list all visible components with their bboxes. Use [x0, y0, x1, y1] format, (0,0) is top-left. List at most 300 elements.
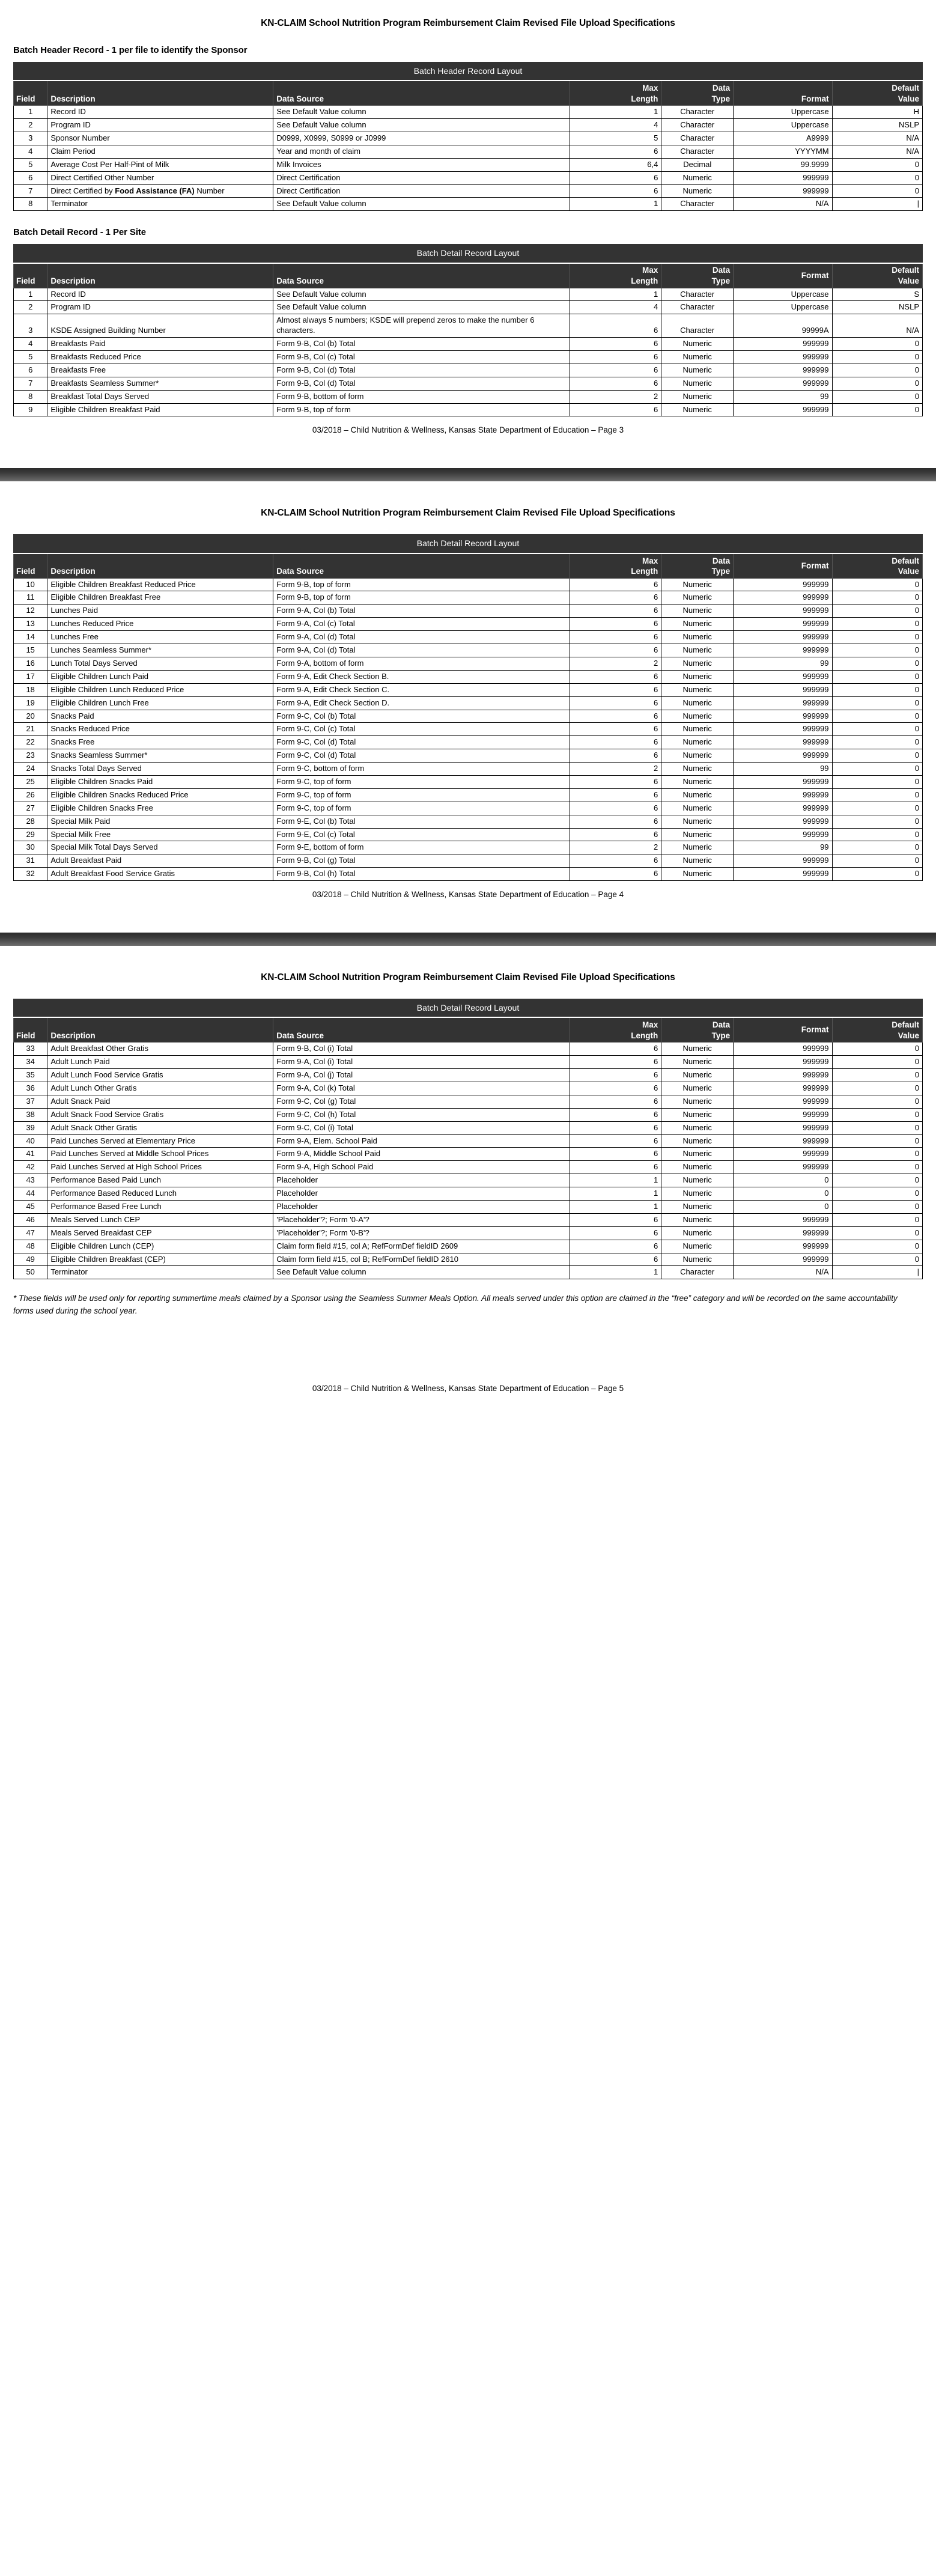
table-row [14, 1187, 923, 1201]
cell-default-value: 0 [832, 1043, 922, 1056]
cell-format: 999999 [734, 364, 832, 377]
cell-data-type: Numeric [661, 1082, 734, 1095]
cell-default-value: 0 [832, 1174, 922, 1187]
cell-description: Breakfast Total Days Served [47, 390, 273, 403]
cell-format: 999999 [734, 1082, 832, 1095]
cell-description: Special Milk Free [47, 828, 273, 841]
cell-data-type: Character [661, 301, 734, 314]
cell-data-type: Numeric [661, 364, 734, 377]
column-header-format: Format [734, 263, 832, 288]
cell-default-value: S [832, 288, 922, 301]
cell-field: 38 [14, 1108, 47, 1121]
cell-data-source: Form 9-A, High School Paid [273, 1161, 570, 1174]
column-header-data-source: Data Source [273, 553, 570, 579]
cell-max-length: 6 [570, 723, 661, 736]
cell-data-type: Numeric [661, 1253, 734, 1266]
cell-description: Sponsor Number [47, 132, 273, 145]
cell-format: 999999 [734, 868, 832, 881]
cell-field: 47 [14, 1226, 47, 1240]
cell-description: Eligible Children Breakfast (CEP) [47, 1253, 273, 1266]
cell-default-value: | [832, 198, 922, 211]
cell-description: Lunches Free [47, 631, 273, 644]
cell-default-value: 0 [832, 763, 922, 776]
cell-max-length: 1 [570, 1266, 661, 1279]
cell-description: Performance Based Reduced Lunch [47, 1187, 273, 1201]
table-row [14, 1161, 923, 1174]
cell-data-type: Numeric [661, 1226, 734, 1240]
cell-default-value: 0 [832, 1226, 922, 1240]
cell-data-source: Form 9-E, Col (c) Total [273, 828, 570, 841]
batch-detail-record-body-p3 [14, 1043, 923, 1279]
cell-data-type: Numeric [661, 1069, 734, 1082]
cell-field: 6 [14, 364, 47, 377]
cell-max-length: 6 [570, 1226, 661, 1240]
cell-data-type: Numeric [661, 775, 734, 788]
cell-data-type: Numeric [661, 618, 734, 631]
cell-data-type: Character [661, 1266, 734, 1279]
cell-data-source: Placeholder [273, 1187, 570, 1201]
cell-format: 999999 [734, 683, 832, 696]
cell-default-value: N/A [832, 132, 922, 145]
cell-data-type: Numeric [661, 591, 734, 604]
cell-data-type: Numeric [661, 802, 734, 815]
cell-description: Snacks Free [47, 736, 273, 749]
cell-field: 21 [14, 723, 47, 736]
cell-data-type: Character [661, 198, 734, 211]
cell-field: 35 [14, 1069, 47, 1082]
table-row [14, 736, 923, 749]
cell-data-source: Form 9-B, top of form [273, 578, 570, 591]
cell-default-value: 0 [832, 1240, 922, 1253]
cell-format: 999999 [734, 350, 832, 364]
cell-default-value: 0 [832, 1213, 922, 1226]
cell-max-length: 6 [570, 1240, 661, 1253]
cell-data-type: Numeric [661, 1121, 734, 1134]
cell-data-type: Numeric [661, 1134, 734, 1148]
cell-data-type: Numeric [661, 657, 734, 670]
cell-default-value: 0 [832, 1187, 922, 1201]
cell-max-length: 6 [570, 736, 661, 749]
table-row [14, 828, 923, 841]
cell-data-source: Form 9-A, Col (k) Total [273, 1082, 570, 1095]
cell-default-value: 0 [832, 841, 922, 854]
cell-data-type: Numeric [661, 1174, 734, 1187]
table-row [14, 1095, 923, 1108]
cell-field: 34 [14, 1056, 47, 1069]
column-header-data-type: Data Type [661, 1017, 734, 1043]
cell-max-length: 6 [570, 775, 661, 788]
cell-field: 7 [14, 184, 47, 198]
cell-format: 99 [734, 657, 832, 670]
cell-default-value: 0 [832, 683, 922, 696]
cell-max-length: 1 [570, 1174, 661, 1187]
table-row [14, 1240, 923, 1253]
table-row [14, 1043, 923, 1056]
cell-description: Adult Breakfast Other Gratis [47, 1043, 273, 1056]
cell-default-value: 0 [832, 696, 922, 710]
cell-data-source: Form 9-B, Col (b) Total [273, 338, 570, 351]
cell-format: N/A [734, 198, 832, 211]
cell-data-type: Numeric [661, 604, 734, 618]
cell-data-type: Numeric [661, 683, 734, 696]
document-page-2 [0, 481, 936, 933]
table-row [14, 670, 923, 683]
cell-default-value: 0 [832, 578, 922, 591]
cell-field: 24 [14, 763, 47, 776]
cell-field: 41 [14, 1148, 47, 1161]
cell-field: 12 [14, 604, 47, 618]
table-row [14, 1121, 923, 1134]
cell-format: 999999 [734, 788, 832, 802]
cell-description: Eligible Children Lunch (CEP) [47, 1240, 273, 1253]
cell-data-type: Numeric [661, 1213, 734, 1226]
batch-detail-record-table-p2 [13, 534, 923, 881]
table-row [14, 1266, 923, 1279]
cell-data-source: Form 9-B, top of form [273, 591, 570, 604]
cell-data-type: Decimal [661, 158, 734, 171]
cell-max-length: 6 [570, 1043, 661, 1056]
cell-default-value: 0 [832, 854, 922, 868]
cell-default-value: 0 [832, 736, 922, 749]
cell-field: 15 [14, 644, 47, 657]
cell-data-type: Numeric [661, 171, 734, 184]
table-header-row [14, 1017, 923, 1043]
cell-default-value: 0 [832, 338, 922, 351]
cell-data-source: Milk Invoices [273, 158, 570, 171]
cell-description: Adult Breakfast Paid [47, 854, 273, 868]
cell-description: Direct Certified by Food Assistance (FA) Number [47, 184, 273, 198]
cell-data-source: D0999, X0999, S0999 or J0999 [273, 132, 570, 145]
cell-field: 18 [14, 683, 47, 696]
cell-max-length: 6 [570, 618, 661, 631]
cell-field: 25 [14, 775, 47, 788]
cell-max-length: 6 [570, 644, 661, 657]
cell-max-length: 6 [570, 1056, 661, 1069]
cell-max-length: 6 [570, 1161, 661, 1174]
cell-field: 5 [14, 158, 47, 171]
cell-format: 999999 [734, 1240, 832, 1253]
cell-format: 0 [734, 1187, 832, 1201]
table-caption: Batch Detail Record Layout [14, 245, 923, 263]
cell-field: 1 [14, 106, 47, 119]
table-row [14, 1134, 923, 1148]
cell-data-source: Form 9-A, Col (d) Total [273, 631, 570, 644]
batch-header-record-table [13, 62, 923, 211]
cell-field: 26 [14, 788, 47, 802]
cell-description: Meals Served Breakfast CEP [47, 1226, 273, 1240]
cell-data-source: Claim form field #15, col B; RefFormDef fieldID 2610 [273, 1253, 570, 1266]
page-title: KN-CLAIM School Nutrition Program Reimbursement Claim Revised File Upload Specifications [261, 508, 675, 519]
table-row [14, 1148, 923, 1161]
cell-data-type: Numeric [661, 1095, 734, 1108]
cell-description: Meals Served Lunch CEP [47, 1213, 273, 1226]
cell-default-value: H [832, 106, 922, 119]
cell-max-length: 6 [570, 802, 661, 815]
column-header-description: Description [47, 81, 273, 106]
column-header-field: Field [14, 263, 47, 288]
cell-max-length: 2 [570, 657, 661, 670]
cell-format: 999999 [734, 338, 832, 351]
cell-default-value: 0 [832, 710, 922, 723]
cell-data-source: Form 9-A, Edit Check Section B. [273, 670, 570, 683]
cell-format: 999999 [734, 1134, 832, 1148]
cell-default-value: 0 [832, 1200, 922, 1213]
cell-max-length: 4 [570, 301, 661, 314]
cell-format: 999999 [734, 710, 832, 723]
cell-max-length: 6 [570, 364, 661, 377]
table-row [14, 377, 923, 390]
page-separator-2 [0, 933, 936, 946]
cell-field: 4 [14, 338, 47, 351]
cell-data-source: See Default Value column [273, 119, 570, 132]
cell-default-value: 0 [832, 184, 922, 198]
cell-description: Record ID [47, 106, 273, 119]
cell-max-length: 6,4 [570, 158, 661, 171]
cell-max-length: 6 [570, 578, 661, 591]
table-row [14, 158, 923, 171]
cell-max-length: 6 [570, 184, 661, 198]
cell-default-value: 0 [832, 868, 922, 881]
cell-description: Breakfasts Seamless Summer* [47, 377, 273, 390]
cell-description: Adult Lunch Paid [47, 1056, 273, 1069]
table-row [14, 1213, 923, 1226]
cell-format: A9999 [734, 132, 832, 145]
column-header-default-value: Default Value [832, 263, 922, 288]
cell-description: Paid Lunches Served at Middle School Prices [47, 1148, 273, 1161]
cell-description: Eligible Children Snacks Paid [47, 775, 273, 788]
cell-description: Eligible Children Lunch Reduced Price [47, 683, 273, 696]
section-heading-batch-detail: Batch Detail Record - 1 Per Site [13, 227, 147, 238]
cell-default-value: 0 [832, 158, 922, 171]
cell-format: 999999 [734, 604, 832, 618]
cell-description: Adult Lunch Other Gratis [47, 1082, 273, 1095]
table-row [14, 198, 923, 211]
column-header-field: Field [14, 81, 47, 106]
table-row [14, 350, 923, 364]
cell-description: Adult Snack Other Gratis [47, 1121, 273, 1134]
cell-max-length: 1 [570, 1200, 661, 1213]
cell-max-length: 2 [570, 390, 661, 403]
cell-format: 999999 [734, 1043, 832, 1056]
cell-data-source: Direct Certification [273, 171, 570, 184]
cell-format: 999999 [734, 377, 832, 390]
cell-data-type: Numeric [661, 828, 734, 841]
cell-default-value: 0 [832, 1253, 922, 1266]
cell-data-type: Numeric [661, 723, 734, 736]
column-header-description: Description [47, 1017, 273, 1043]
table-header-row [14, 553, 923, 579]
table-row [14, 301, 923, 314]
cell-data-type: Numeric [661, 631, 734, 644]
table-caption-row [14, 62, 923, 81]
cell-data-type: Numeric [661, 1200, 734, 1213]
cell-field: 22 [14, 736, 47, 749]
cell-default-value: NSLP [832, 119, 922, 132]
table-row [14, 683, 923, 696]
cell-description: Lunches Seamless Summer* [47, 644, 273, 657]
table-row [14, 591, 923, 604]
cell-data-type: Numeric [661, 1056, 734, 1069]
cell-default-value: 0 [832, 618, 922, 631]
cell-data-source: Year and month of claim [273, 145, 570, 158]
cell-field: 46 [14, 1213, 47, 1226]
cell-format: 999999 [734, 184, 832, 198]
cell-format: 999999 [734, 403, 832, 416]
cell-max-length: 6 [570, 1108, 661, 1121]
cell-field: 37 [14, 1095, 47, 1108]
cell-data-source: Form 9-C, Col (b) Total [273, 710, 570, 723]
cell-default-value: 0 [832, 802, 922, 815]
cell-data-source: Direct Certification [273, 184, 570, 198]
cell-format: 0 [734, 1174, 832, 1187]
cell-max-length: 6 [570, 828, 661, 841]
cell-default-value: 0 [832, 644, 922, 657]
table-caption-row [14, 999, 923, 1018]
table-row [14, 1253, 923, 1266]
cell-default-value: 0 [832, 1161, 922, 1174]
column-header-max-length: Max Length [570, 553, 661, 579]
table-row [14, 1056, 923, 1069]
cell-format: 999999 [734, 802, 832, 815]
table-row [14, 119, 923, 132]
cell-data-type: Character [661, 314, 734, 338]
cell-description: Eligible Children Snacks Reduced Price [47, 788, 273, 802]
column-header-default-value: Default Value [832, 1017, 922, 1043]
document-page-3 [0, 946, 936, 1408]
table-row [14, 763, 923, 776]
table-row [14, 364, 923, 377]
cell-data-source: Placeholder [273, 1200, 570, 1213]
table-row [14, 723, 923, 736]
cell-default-value: 0 [832, 171, 922, 184]
cell-field: 36 [14, 1082, 47, 1095]
table-row [14, 1226, 923, 1240]
table-row [14, 1174, 923, 1187]
table-row [14, 657, 923, 670]
cell-description: Paid Lunches Served at Elementary Price [47, 1134, 273, 1148]
cell-format: Uppercase [734, 106, 832, 119]
cell-max-length: 1 [570, 1187, 661, 1201]
cell-data-source: 'Placeholder'?; Form '0-A'? [273, 1213, 570, 1226]
table-row [14, 288, 923, 301]
table-row [14, 390, 923, 403]
cell-format: 999999 [734, 1121, 832, 1134]
cell-data-source: Form 9-E, Col (b) Total [273, 815, 570, 828]
cell-max-length: 6 [570, 868, 661, 881]
table-row [14, 338, 923, 351]
cell-description: Paid Lunches Served at High School Prices [47, 1161, 273, 1174]
table-row [14, 631, 923, 644]
cell-field: 11 [14, 591, 47, 604]
table-row [14, 696, 923, 710]
cell-max-length: 6 [570, 1095, 661, 1108]
cell-default-value: 0 [832, 1134, 922, 1148]
cell-field: 14 [14, 631, 47, 644]
cell-data-type: Character [661, 132, 734, 145]
cell-field: 31 [14, 854, 47, 868]
cell-default-value: N/A [832, 314, 922, 338]
cell-data-source: Form 9-B, Col (h) Total [273, 868, 570, 881]
cell-format: Uppercase [734, 301, 832, 314]
cell-description: Adult Breakfast Food Service Gratis [47, 868, 273, 881]
cell-max-length: 6 [570, 145, 661, 158]
cell-format: 999999 [734, 644, 832, 657]
table-caption-row [14, 535, 923, 553]
cell-format: Uppercase [734, 288, 832, 301]
cell-data-source: Form 9-C, top of form [273, 802, 570, 815]
table-caption: Batch Header Record Layout [14, 62, 923, 81]
cell-max-length: 6 [570, 1253, 661, 1266]
cell-format: 999999 [734, 775, 832, 788]
cell-format: N/A [734, 1266, 832, 1279]
cell-data-source: Form 9-C, bottom of form [273, 763, 570, 776]
table-header-row [14, 263, 923, 288]
cell-max-length: 6 [570, 696, 661, 710]
column-header-data-source: Data Source [273, 1017, 570, 1043]
cell-data-type: Numeric [661, 350, 734, 364]
cell-max-length: 6 [570, 1213, 661, 1226]
cell-max-length: 2 [570, 763, 661, 776]
cell-description: Eligible Children Breakfast Reduced Price [47, 578, 273, 591]
cell-format: 999999 [734, 1148, 832, 1161]
cell-data-source: Form 9-A, Col (b) Total [273, 604, 570, 618]
cell-data-source: Form 9-C, top of form [273, 775, 570, 788]
cell-max-length: 1 [570, 106, 661, 119]
cell-description: KSDE Assigned Building Number [47, 314, 273, 338]
column-header-format: Format [734, 81, 832, 106]
cell-data-type: Numeric [661, 1148, 734, 1161]
cell-description: Program ID [47, 119, 273, 132]
cell-max-length: 6 [570, 1082, 661, 1095]
cell-description: Breakfasts Reduced Price [47, 350, 273, 364]
cell-data-type: Character [661, 106, 734, 119]
cell-max-length: 6 [570, 631, 661, 644]
cell-description: Snacks Total Days Served [47, 763, 273, 776]
cell-max-length: 1 [570, 288, 661, 301]
cell-description: Performance Based Free Lunch [47, 1200, 273, 1213]
cell-data-type: Numeric [661, 815, 734, 828]
cell-data-source: See Default Value column [273, 301, 570, 314]
cell-default-value: 0 [832, 1148, 922, 1161]
cell-data-source: Form 9-C, Col (g) Total [273, 1095, 570, 1108]
cell-max-length: 6 [570, 350, 661, 364]
page-footer-2: 03/2018 – Child Nutrition & Wellness, Kansas State Department of Education – Page 4 [312, 890, 624, 900]
cell-data-source: Form 9-B, top of form [273, 403, 570, 416]
cell-max-length: 6 [570, 1134, 661, 1148]
cell-field: 33 [14, 1043, 47, 1056]
cell-field: 8 [14, 390, 47, 403]
cell-max-length: 5 [570, 132, 661, 145]
cell-description: Eligible Children Lunch Paid [47, 670, 273, 683]
cell-data-source: See Default Value column [273, 1266, 570, 1279]
cell-format: 999999 [734, 815, 832, 828]
cell-format: 999999 [734, 828, 832, 841]
cell-format: 99 [734, 841, 832, 854]
cell-default-value: NSLP [832, 301, 922, 314]
cell-data-type: Numeric [661, 854, 734, 868]
table-row [14, 1082, 923, 1095]
cell-max-length: 6 [570, 815, 661, 828]
column-header-field: Field [14, 1017, 47, 1043]
cell-data-type: Numeric [661, 1108, 734, 1121]
cell-format: 999999 [734, 578, 832, 591]
table-row [14, 578, 923, 591]
table-row [14, 868, 923, 881]
cell-description: Terminator [47, 198, 273, 211]
cell-field: 40 [14, 1134, 47, 1148]
cell-data-type: Numeric [661, 841, 734, 854]
cell-field: 48 [14, 1240, 47, 1253]
